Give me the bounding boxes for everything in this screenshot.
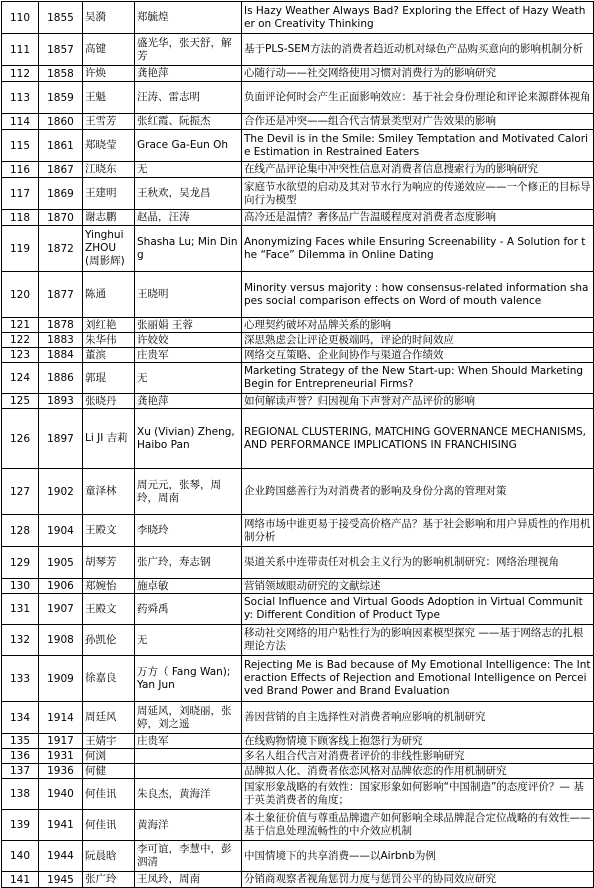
paper-title: 善因营销的自主选择性对消费者响应影响的机制研究 bbox=[242, 702, 594, 734]
author-name: 王婧宇 bbox=[83, 734, 135, 749]
coauthors: 周元元，张琴，周玲，周南 bbox=[135, 469, 242, 515]
paper-id: 1936 bbox=[39, 764, 83, 779]
coauthors: 赵晶，汪涛 bbox=[135, 210, 242, 226]
row-number: 141 bbox=[2, 872, 39, 888]
row-number: 114 bbox=[2, 114, 39, 130]
table-row bbox=[2, 749, 594, 764]
author-name: 郑婉怡 bbox=[83, 579, 135, 594]
coauthors: Shasha Lu; Min Ding bbox=[135, 226, 242, 272]
row-number: 121 bbox=[2, 318, 39, 333]
paper-title: 渠道关系中连带责任对机会主义行为的影响机制研究：网络治理视角 bbox=[242, 547, 594, 579]
paper-id: 1867 bbox=[39, 162, 83, 178]
table-row bbox=[2, 34, 594, 66]
coauthors: 药舜禹 bbox=[135, 594, 242, 625]
table-row bbox=[2, 469, 594, 515]
paper-id: 1941 bbox=[39, 810, 83, 841]
row-number: 124 bbox=[2, 363, 39, 394]
coauthors: 郑毓煌 bbox=[135, 2, 242, 34]
table-row bbox=[2, 547, 594, 579]
coauthors: 王晓明 bbox=[135, 272, 242, 318]
paper-title: REGIONAL CLUSTERING, MATCHING GOVERNANCE MECHANISMS, AND PERFORMANCE IMPLICATIONS IN FRANCHISING bbox=[242, 409, 594, 469]
author-name: 何健 bbox=[83, 764, 135, 779]
coauthors: 汪涛、雷志明 bbox=[135, 82, 242, 114]
paper-title: 中国情境下的共享消费——以Airbnb为例 bbox=[242, 841, 594, 872]
author-name: 郭琨 bbox=[83, 363, 135, 394]
paper-id: 1870 bbox=[39, 210, 83, 226]
author-name: 何佳讯 bbox=[83, 810, 135, 841]
coauthors: 王凤玲，周南 bbox=[135, 872, 242, 888]
paper-title: 心理契约破坏对品牌关系的影响 bbox=[242, 318, 594, 333]
row-number: 134 bbox=[2, 702, 39, 734]
paper-id: 1904 bbox=[39, 515, 83, 547]
paper-id: 1869 bbox=[39, 178, 83, 210]
row-number: 127 bbox=[2, 469, 39, 515]
coauthors: 朱良杰，黄海洋 bbox=[135, 779, 242, 810]
row-number: 128 bbox=[2, 515, 39, 547]
paper-title: 高冷还是温情？奢侈品广告温暖程度对消费者态度影响 bbox=[242, 210, 594, 226]
paper-id: 1944 bbox=[39, 841, 83, 872]
paper-title: 合作还是冲突——组合代言情景类型对广告效果的影响 bbox=[242, 114, 594, 130]
coauthors: 无 bbox=[135, 625, 242, 656]
author-name: 江晓东 bbox=[83, 162, 135, 178]
coauthors: 无 bbox=[135, 363, 242, 394]
paper-title: Minority versus majority : how consensus-related information shapes social comparison effects on Word of mouth valence bbox=[242, 272, 594, 318]
coauthors: 李晓玲 bbox=[135, 515, 242, 547]
coauthors: 张广玲，寿志钢 bbox=[135, 547, 242, 579]
coauthors: 张丽娟 王蓉 bbox=[135, 318, 242, 333]
row-number: 140 bbox=[2, 841, 39, 872]
paper-title: Marketing Strategy of the New Start-up: When Should Marketing Begin for Entrepreneurial Firms? bbox=[242, 363, 594, 394]
table-row bbox=[2, 210, 594, 226]
row-number: 133 bbox=[2, 656, 39, 702]
row-number: 112 bbox=[2, 66, 39, 82]
paper-id: 1886 bbox=[39, 363, 83, 394]
paper-id: 1861 bbox=[39, 130, 83, 162]
coauthors bbox=[135, 764, 242, 779]
author-name: 张广玲 bbox=[83, 872, 135, 888]
author-name: 徐嘉良 bbox=[83, 656, 135, 702]
author-name: 王殿文 bbox=[83, 515, 135, 547]
paper-title: Anonymizing Faces while Ensuring Screenability - A Solution for the “Face” Dilemma in Online Dating bbox=[242, 226, 594, 272]
paper-id: 1897 bbox=[39, 409, 83, 469]
paper-title: 在线产品评论集中冲突性信息对消费者信息搜索行为的影响研究 bbox=[242, 162, 594, 178]
table-row bbox=[2, 579, 594, 594]
paper-id: 1905 bbox=[39, 547, 83, 579]
paper-title: 多名人组合代言对消费者评价的非线性影响研究 bbox=[242, 749, 594, 764]
row-number: 120 bbox=[2, 272, 39, 318]
author-name: 胡琴芳 bbox=[83, 547, 135, 579]
row-number: 126 bbox=[2, 409, 39, 469]
row-number: 130 bbox=[2, 579, 39, 594]
author-name: 阮晨晗 bbox=[83, 841, 135, 872]
coauthors: 黄海洋 bbox=[135, 810, 242, 841]
row-number: 122 bbox=[2, 333, 39, 348]
paper-id: 1884 bbox=[39, 348, 83, 363]
paper-title: 基于PLS-SEM方法的消费者趋近动机对绿色产品购买意向的影响机制分析 bbox=[242, 34, 594, 66]
paper-id: 1909 bbox=[39, 656, 83, 702]
paper-title: The Devil is in the Smile: Smiley Temptation and Motivated Calorie Estimation in Restrained Eaters bbox=[242, 130, 594, 162]
paper-id: 1908 bbox=[39, 625, 83, 656]
row-number: 131 bbox=[2, 594, 39, 625]
row-number: 110 bbox=[2, 2, 39, 34]
table-row bbox=[2, 178, 594, 210]
table-row bbox=[2, 394, 594, 409]
paper-title: 本土象征价值与尊重品牌遗产如何影响全球品牌混合定位战略的有效性——基于信息处理流畅性的中介效应机制 bbox=[242, 810, 594, 841]
paper-id: 1893 bbox=[39, 394, 83, 409]
paper-title: 负面评论何时会产生正面影响效应：基于社会身份理论和评论来源群体视角 bbox=[242, 82, 594, 114]
paper-id: 1945 bbox=[39, 872, 83, 888]
author-name: 陈通 bbox=[83, 272, 135, 318]
table-row bbox=[2, 656, 594, 702]
paper-id: 1860 bbox=[39, 114, 83, 130]
row-number: 116 bbox=[2, 162, 39, 178]
author-name: 王雪芳 bbox=[83, 114, 135, 130]
paper-title: Rejecting Me is Bad because of My Emotional Intelligence: The Interaction Effects of Rejection and Emotional Intelligence on Perceived Brand Power and Brand Evaluation bbox=[242, 656, 594, 702]
coauthors: 周延风，刘晓丽，张婷，刘之遥 bbox=[135, 702, 242, 734]
table-row bbox=[2, 363, 594, 394]
paper-title: 营销领域眼动研究的文献综述 bbox=[242, 579, 594, 594]
paper-title: 企业跨国慈善行为对消费者的影响及身份分离的管理对策 bbox=[242, 469, 594, 515]
row-number: 115 bbox=[2, 130, 39, 162]
table-row bbox=[2, 162, 594, 178]
row-number: 139 bbox=[2, 810, 39, 841]
author-name: Yinghui ZHOU (周影辉) bbox=[83, 226, 135, 272]
coauthors: 王秋欢，吴龙昌 bbox=[135, 178, 242, 210]
table-row bbox=[2, 226, 594, 272]
row-number: 113 bbox=[2, 82, 39, 114]
table-row bbox=[2, 515, 594, 547]
paper-title: 分销商观察者视角惩罚力度与惩罚公平的协同效应研究 bbox=[242, 872, 594, 888]
author-name: 许焕 bbox=[83, 66, 135, 82]
paper-title: Is Hazy Weather Always Bad? Exploring the Effect of Hazy Weather on Creativity Thinking bbox=[242, 2, 594, 34]
coauthors: 许姣姣 bbox=[135, 333, 242, 348]
author-name: 何浏 bbox=[83, 749, 135, 764]
table-row bbox=[2, 594, 594, 625]
paper-title: 家庭节水欲望的启动及其对节水行为响应的传递效应——一个修正的目标导向行为模型 bbox=[242, 178, 594, 210]
table-row bbox=[2, 764, 594, 779]
author-name: 何佳讯 bbox=[83, 779, 135, 810]
table-row bbox=[2, 82, 594, 114]
paper-id: 1883 bbox=[39, 333, 83, 348]
paper-title: 在线购物情境下顾客线上抱怨行为研究 bbox=[242, 734, 594, 749]
paper-id: 1940 bbox=[39, 779, 83, 810]
table-row bbox=[2, 130, 594, 162]
row-number: 138 bbox=[2, 779, 39, 810]
paper-id: 1917 bbox=[39, 734, 83, 749]
table-row bbox=[2, 810, 594, 841]
row-number: 119 bbox=[2, 226, 39, 272]
coauthors: 庄贵军 bbox=[135, 348, 242, 363]
paper-id: 1857 bbox=[39, 34, 83, 66]
author-name: 郑晓莹 bbox=[83, 130, 135, 162]
paper-id: 1902 bbox=[39, 469, 83, 515]
coauthors: 龚艳萍 bbox=[135, 66, 242, 82]
author-name: 张晓丹 bbox=[83, 394, 135, 409]
author-name: 董滨 bbox=[83, 348, 135, 363]
row-number: 135 bbox=[2, 734, 39, 749]
coauthors: 张红霞、阮振杰 bbox=[135, 114, 242, 130]
coauthors: 施卓敏 bbox=[135, 579, 242, 594]
paper-id: 1877 bbox=[39, 272, 83, 318]
paper-title: Social Influence and Virtual Goods Adoption in Virtual Community: Different Condition of Product Type bbox=[242, 594, 594, 625]
author-name: 朱华伟 bbox=[83, 333, 135, 348]
table-row bbox=[2, 333, 594, 348]
row-number: 117 bbox=[2, 178, 39, 210]
author-name: Li JI 吉莉 bbox=[83, 409, 135, 469]
paper-id: 1859 bbox=[39, 82, 83, 114]
author-name: 王魁 bbox=[83, 82, 135, 114]
table-row bbox=[2, 2, 594, 34]
row-number: 118 bbox=[2, 210, 39, 226]
author-name: 童泽林 bbox=[83, 469, 135, 515]
table-row bbox=[2, 779, 594, 810]
paper-title: 移动社交网络的用户粘性行为的影响因素模型探究 ——基于网络志的扎根理论方法 bbox=[242, 625, 594, 656]
paper-id: 1931 bbox=[39, 749, 83, 764]
coauthors: 龚艳萍 bbox=[135, 394, 242, 409]
coauthors: 盛光华，张天舒，解芳 bbox=[135, 34, 242, 66]
author-name: 高键 bbox=[83, 34, 135, 66]
row-number: 123 bbox=[2, 348, 39, 363]
row-number: 132 bbox=[2, 625, 39, 656]
table-body bbox=[2, 2, 594, 888]
row-number: 125 bbox=[2, 394, 39, 409]
paper-id: 1907 bbox=[39, 594, 83, 625]
paper-id: 1858 bbox=[39, 66, 83, 82]
table-row bbox=[2, 318, 594, 333]
author-name: 王建明 bbox=[83, 178, 135, 210]
coauthors: 万方（ Fang Wan); Yan Jun bbox=[135, 656, 242, 702]
table-row bbox=[2, 841, 594, 872]
table-row bbox=[2, 114, 594, 130]
paper-id: 1906 bbox=[39, 579, 83, 594]
paper-id: 1914 bbox=[39, 702, 83, 734]
paper-title: 国家形象战略的有效性：国家形象如何影响“中国制造”的态度评价？— 基于英美消费者的角度； bbox=[242, 779, 594, 810]
paper-title: 网络市场中谁更易于接受高价格产品？基于社会影响和用户异质性的作用机制分析 bbox=[242, 515, 594, 547]
paper-title: 品牌拟人化、消费者依恋风格对品牌依恋的作用机制研究 bbox=[242, 764, 594, 779]
row-number: 129 bbox=[2, 547, 39, 579]
coauthors: 无 bbox=[135, 162, 242, 178]
author-name: 谢志鹏 bbox=[83, 210, 135, 226]
paper-id: 1855 bbox=[39, 2, 83, 34]
row-number: 111 bbox=[2, 34, 39, 66]
table-row bbox=[2, 66, 594, 82]
table-row bbox=[2, 348, 594, 363]
coauthors: Xu (Vivian) Zheng, Haibo Pan bbox=[135, 409, 242, 469]
paper-title: 深思熟虑会让评论更极端吗，评论的时间效应 bbox=[242, 333, 594, 348]
paper-title: 网络交互策略、企业间协作与渠道合作绩效 bbox=[242, 348, 594, 363]
author-name: 孙凯伦 bbox=[83, 625, 135, 656]
author-name: 刘红艳 bbox=[83, 318, 135, 333]
table-row bbox=[2, 272, 594, 318]
paper-id: 1872 bbox=[39, 226, 83, 272]
table-row bbox=[2, 409, 594, 469]
paper-id: 1878 bbox=[39, 318, 83, 333]
table-row bbox=[2, 872, 594, 888]
table-row bbox=[2, 734, 594, 749]
author-name: 王殿文 bbox=[83, 594, 135, 625]
paper-list-table bbox=[1, 1, 594, 888]
row-number: 137 bbox=[2, 764, 39, 779]
table-row bbox=[2, 625, 594, 656]
coauthors bbox=[135, 749, 242, 764]
coauthors: 庄贵军 bbox=[135, 734, 242, 749]
paper-title: 如何解读声誉？归因视角下声誉对产品评价的影响 bbox=[242, 394, 594, 409]
author-name: 周廷风 bbox=[83, 702, 135, 734]
author-name: 吴漪 bbox=[83, 2, 135, 34]
row-number: 136 bbox=[2, 749, 39, 764]
coauthors: 李可谊，李慧中，彭泗清 bbox=[135, 841, 242, 872]
paper-title: 心随行动——社交网络使用习惯对消费行为的影响研究 bbox=[242, 66, 594, 82]
table-row bbox=[2, 702, 594, 734]
coauthors: Grace Ga-Eun Oh bbox=[135, 130, 242, 162]
